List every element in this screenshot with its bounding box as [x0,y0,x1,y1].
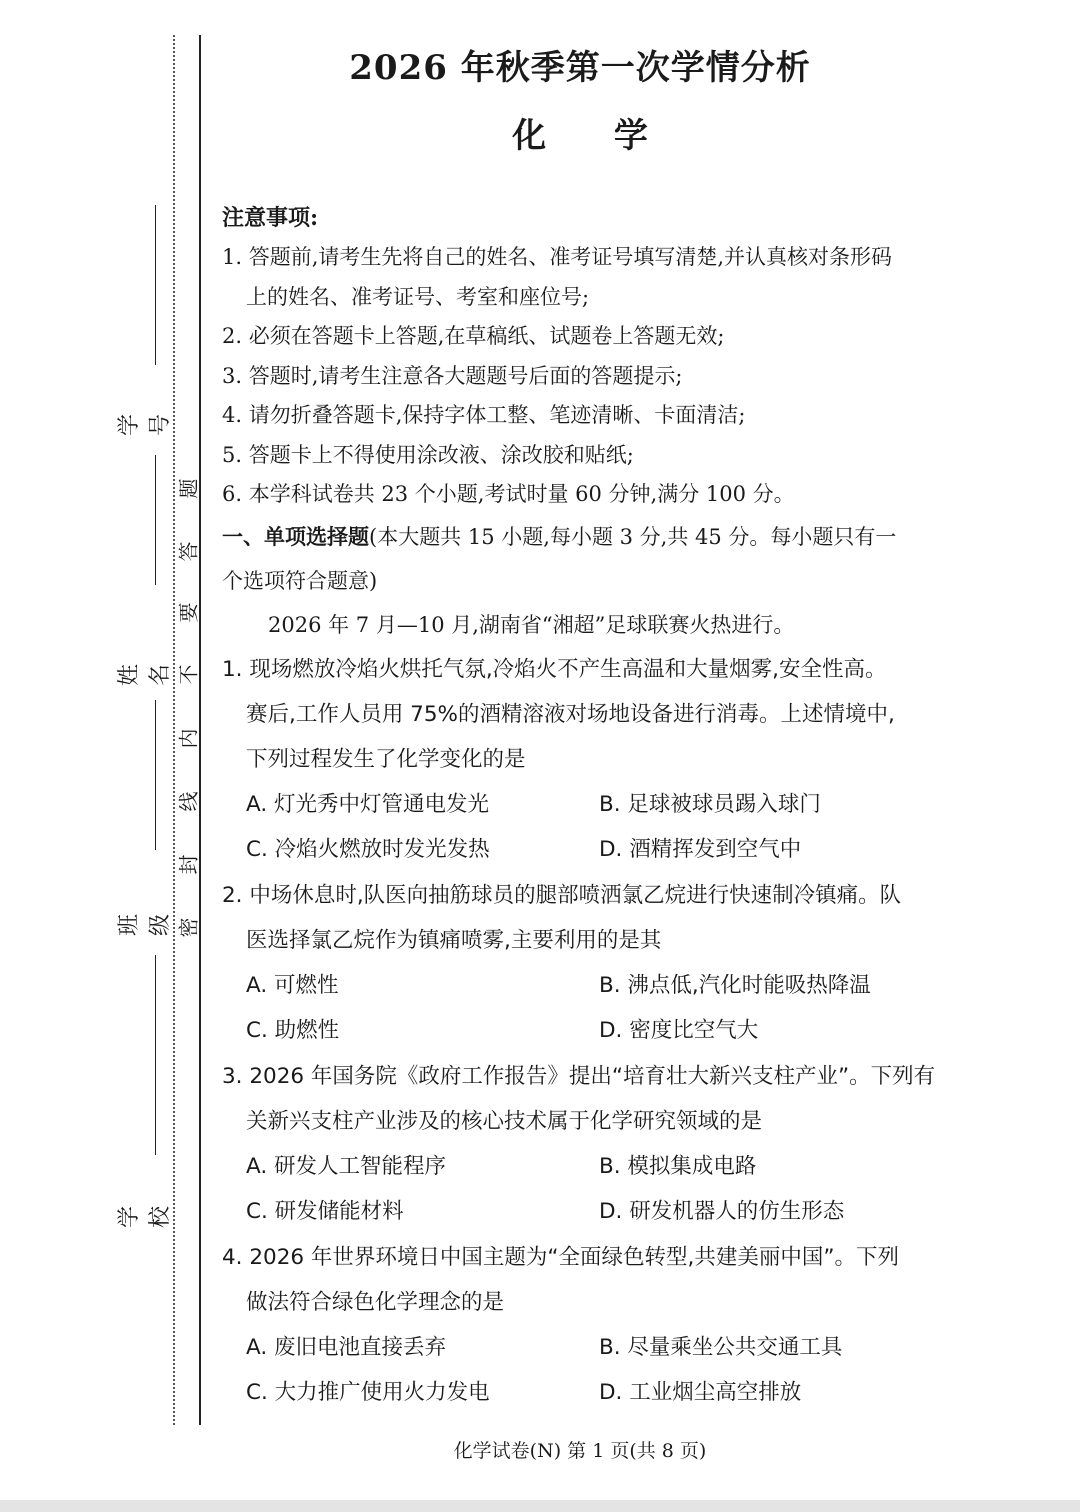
field-line-student-id[interactable] [155,205,156,365]
options-row [222,782,952,828]
field-line-class[interactable] [155,955,156,1155]
seal-char: 要 [176,602,201,623]
option-a[interactable]: A. 可燃性 [246,972,339,998]
field-line-name[interactable] [155,700,156,850]
question-2 [222,873,952,1054]
question-stem: 3. 2026 年国务院《政府工作报告》提出“培育壮大新兴支柱产业”。下列有 [222,1063,936,1089]
notice-item: 3. 答题时,请考生注意各大题题号后面的答题提示; [222,363,683,388]
field-label-student-id: 学号 [117,399,173,436]
section-note: (本大题共 15 小题,每小题 3 分,共 45 分。每小题只有一 [369,524,897,549]
option-b[interactable]: B. 尽量乘坐公共交通工具 [599,1334,843,1360]
option-b[interactable]: B. 沸点低,汽化时能吸热降温 [599,972,871,998]
notice-item: 上的姓名、准考证号、考室和座位号; [246,284,590,309]
option-a[interactable]: A. 研发人工智能程序 [246,1153,446,1179]
field-label-name: 姓名 [117,649,173,686]
exam-subject: 化 学 [512,116,676,156]
options-row [222,1144,952,1190]
exam-content [222,198,952,1416]
question-stem: 下列过程发生了化学变化的是 [246,746,526,772]
exam-title: 2026 年秋季第一次学情分析 [349,48,811,88]
context-text: 2026 年 7 月—10 月,湖南省“湘超”足球联赛火热进行。 [268,612,795,637]
option-d[interactable]: D. 工业烟尘高空排放 [599,1380,802,1405]
option-d[interactable]: D. 密度比空气大 [599,1018,759,1043]
question-3 [222,1054,952,1235]
option-d[interactable]: D. 酒精挥发到空气中 [599,837,802,862]
notice-item: 6. 本学科试卷共 23 个小题,考试时量 60 分钟,满分 100 分。 [222,482,795,506]
option-c[interactable]: C. 研发储能材料 [246,1199,404,1224]
field-line-student-id-2[interactable] [155,455,156,585]
seal-char: 题 [176,478,201,499]
seal-char: 内 [176,728,201,749]
page-footer: 化学试卷(N) 第 1 页(共 8 页) [453,1440,707,1462]
option-a[interactable]: A. 废旧电池直接丢弃 [246,1334,446,1360]
options-row [222,1008,952,1054]
option-c[interactable]: C. 大力推广使用火力发电 [246,1380,490,1405]
question-stem: 2. 中场休息时,队医向抽筋球员的腿部喷洒氯乙烷进行快速制冷镇痛。队 [222,882,902,908]
field-label-class: 班级 [117,899,173,936]
notice-item: 5. 答题卡上不得使用涂改液、涂改胶和贴纸; [222,442,634,467]
section-heading: 一、单项选择题 [222,523,369,549]
question-stem: 4. 2026 年世界环境日中国主题为“全面绿色转型,共建美丽中国”。下列 [222,1244,900,1270]
question-stem: 医选择氯乙烷作为镇痛喷雾,主要利用的是其 [246,927,662,953]
seal-char: 答 [176,541,201,562]
options-row [222,1370,952,1416]
notice-title: 注意事项: [222,205,319,231]
options-row [222,827,952,873]
notice-item: 1. 答题前,请考生先将自己的姓名、准考证号填写清楚,并认真核对条形码 [222,245,893,269]
question-stem: 做法符合绿色化学理念的是 [246,1289,505,1315]
question-1 [222,647,952,873]
option-c[interactable]: C. 助燃性 [246,1018,340,1043]
seal-char: 不 [176,664,201,685]
option-b[interactable]: B. 足球被球员踢入球门 [599,791,821,817]
option-c[interactable]: C. 冷焰火燃放时发光发热 [246,837,490,862]
seal-char: 封 [176,854,201,875]
question-4 [222,1235,952,1416]
option-d[interactable]: D. 研发机器人的仿生形态 [599,1199,845,1224]
option-b[interactable]: B. 模拟集成电路 [599,1153,757,1179]
notice-item: 2. 必须在答题卡上答题,在草稿纸、试题卷上答题无效; [222,324,725,348]
seal-char: 线 [176,791,201,812]
section-heading-line [222,515,952,559]
section-note-cont: 个选项符合题意) [222,568,378,593]
seal-char: 密 [176,917,201,938]
question-stem: 关新兴支柱产业涉及的核心技术属于化学研究领域的是 [246,1108,763,1134]
field-label-school: 学校 [117,1191,173,1228]
options-row [222,963,952,1009]
options-row [222,1189,952,1235]
option-a[interactable]: A. 灯光秀中灯管通电发光 [246,791,489,817]
question-stem: 1. 现场燃放冷焰火烘托气氛,冷焰火不产生高温和大量烟雾,安全性高。 [222,656,887,682]
question-stem: 赛后,工作人员用 75%的酒精溶液对场地设备进行消毒。上述情境中, [246,701,895,727]
scan-bottom-band [0,1500,1080,1512]
options-row [222,1325,952,1371]
notice-item: 4. 请勿折叠答题卡,保持字体工整、笔迹清晰、卡面清洁; [222,403,746,427]
